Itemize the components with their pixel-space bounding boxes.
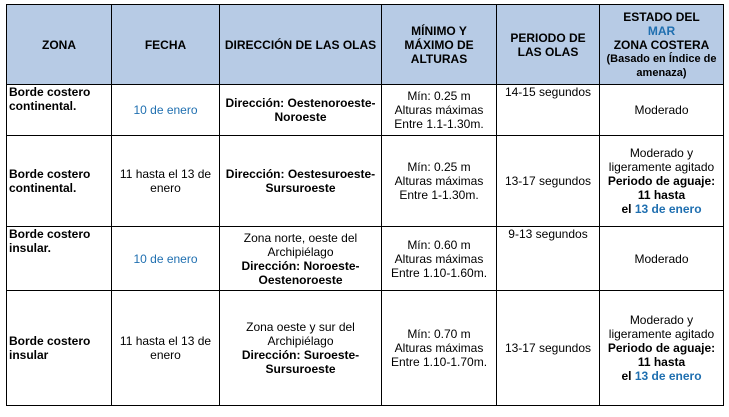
cell-periodo: 9-13 segundos [497,227,600,291]
table-row [7,291,724,406]
header-estado-line2: ZONA COSTERA [613,37,710,52]
cell-zona: Borde costero continental. [7,85,112,136]
table-row [7,85,724,136]
header-periodo: PERIODO DE LAS OLAS [497,5,600,85]
header-alturas: MÍNIMO Y MÁXIMO DE ALTURAS [382,5,497,85]
cell-periodo: 14-15 segundos [497,85,600,136]
cell-estado [600,291,724,406]
header-fecha: FECHA [112,5,220,85]
cell-periodo: 13-17 segundos [497,291,600,406]
direccion-zona: Zona oeste y sur del Archipiélago [246,320,355,348]
aguaje-label: Periodo de aguaje: 11 hasta [607,174,716,202]
cell-alturas [382,227,497,291]
alturas-min: Mín: 0.70 m [407,327,471,341]
alturas-min: Mín: 0.60 m [407,237,471,252]
alturas-min: Mín: 0.25 m [407,89,471,103]
aguaje-el: el [621,369,632,383]
alturas-range: Entre 1.10-1.60m. [390,265,488,280]
cell-fecha: 11 hasta el 13 de enero [112,291,220,406]
header-zona: ZONA [7,5,112,85]
cell-zona: Borde costero insular. [7,227,112,291]
cell-direccion [220,227,382,291]
alturas-max-label: Alturas máximas [394,103,484,117]
cell-estado: Moderado [600,85,724,136]
estado-text: Moderado y ligeramente agitado [608,313,715,341]
header-estado-mar: MAR [647,23,676,38]
cell-zona: Borde costero continental. [7,136,112,227]
cell-zona: Borde costero insular [7,291,112,406]
cell-estado [600,136,724,227]
marine-conditions-table [6,4,724,406]
alturas-max-label: Alturas máximas [394,341,484,355]
cell-alturas [382,85,497,136]
header-estado-line1: ESTADO DEL [623,9,700,24]
alturas-range: Entre 1-1.30m. [399,188,479,202]
cell-fecha: 10 de enero [112,227,220,291]
alturas-min: Mín: 0.25 m [407,160,471,174]
table-row [7,136,724,227]
cell-direccion: Dirección: Oestenoroeste-Noroeste [220,85,382,136]
alturas-range: Entre 1.1-1.30m. [394,117,484,131]
header-estado-line3: (Basado en Índice de amenaza) [606,52,717,79]
cell-periodo: 13-17 segundos [497,136,600,227]
cell-direccion: Dirección: Oestesuroeste-Sursuroeste [220,136,382,227]
aguaje-fecha: 13 de enero [634,369,702,383]
header-direccion: DIRECCIÓN DE LAS OLAS [220,5,382,85]
cell-direccion [220,291,382,406]
table-wrapper [6,4,724,406]
cell-alturas [382,136,497,227]
cell-alturas [382,291,497,406]
header-estado [600,5,724,85]
alturas-range: Entre 1.10-1.70m. [390,355,488,369]
aguaje-fecha: 13 de enero [634,202,702,216]
cell-estado: Moderado [600,227,724,291]
direccion-zona: Zona norte, oeste del Archipiélago [243,230,358,259]
cell-fecha: 10 de enero [112,85,220,136]
cell-fecha: 11 hasta el 13 de enero [112,136,220,227]
header-row [7,5,724,85]
direccion-text: Dirección: Suroeste-Sursuroeste [241,348,360,376]
aguaje-label: Periodo de aguaje: 11 hasta [607,341,716,369]
alturas-max-label: Alturas máximas [394,174,484,188]
aguaje-el: el [621,202,632,216]
alturas-max-label: Alturas máximas [394,251,484,266]
estado-text: Moderado y ligeramente agitado [608,146,715,174]
table-row [7,227,724,291]
direccion-text: Dirección: Noroeste-Oestenoroeste [241,258,360,287]
